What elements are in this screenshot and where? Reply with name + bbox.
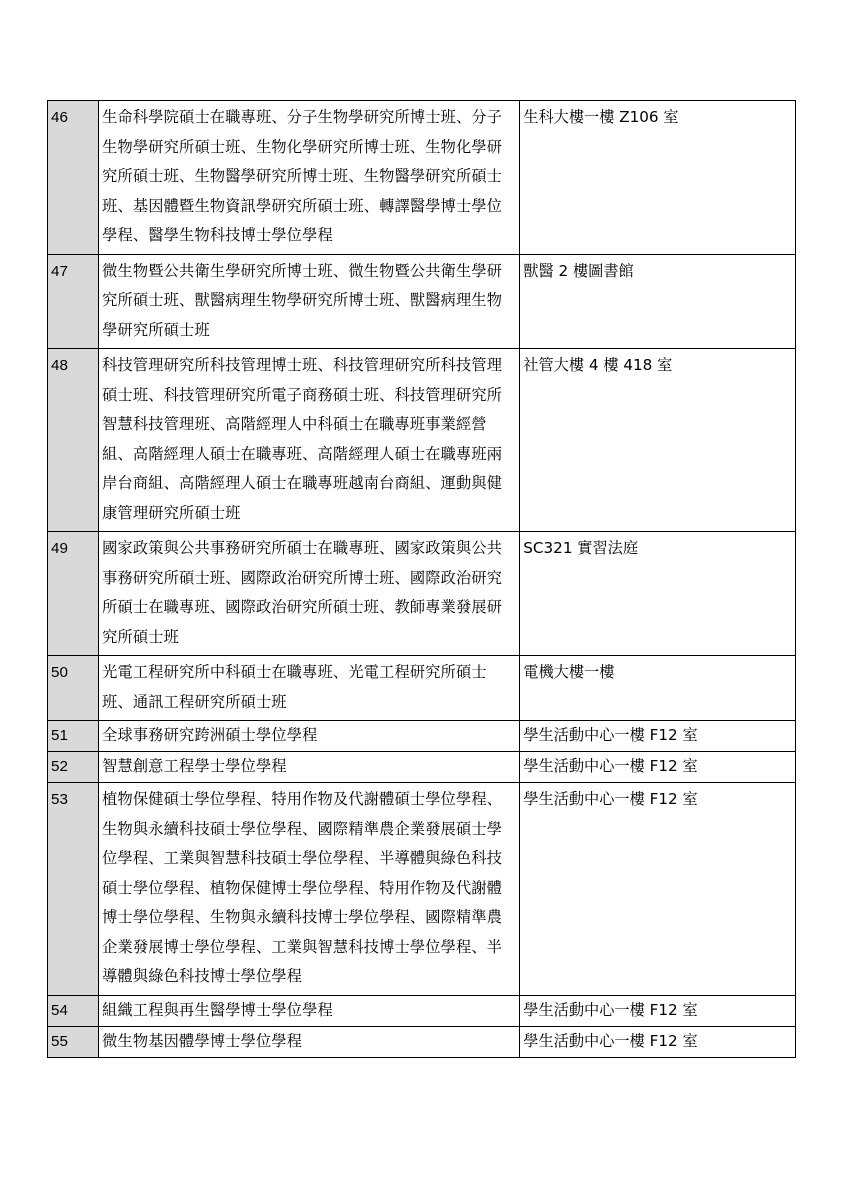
row-number: 47: [48, 254, 99, 349]
table-row: [48, 656, 796, 721]
department-list: 國家政策與公共事務研究所碩士在職專班、國家政策與公共事務研究所碩士班、國際政治研究所博士班、國際政治研究所碩士在職專班、國際政治研究所碩士班、教師專業發展研究所碩士班: [99, 532, 520, 656]
department-list: 微生物基因體學博士學位學程: [99, 1026, 520, 1057]
row-number: 51: [48, 721, 99, 752]
row-number: 53: [48, 783, 99, 996]
room-location: 學生活動中心一樓 F12 室: [520, 1026, 796, 1057]
department-list: 組織工程與再生醫學博士學位學程: [99, 995, 520, 1026]
room-location: 學生活動中心一樓 F12 室: [520, 752, 796, 783]
exam-room-table: [47, 100, 796, 1058]
row-number: 52: [48, 752, 99, 783]
room-location: 學生活動中心一樓 F12 室: [520, 721, 796, 752]
table-row: [48, 783, 796, 996]
department-list: 生命科學院碩士在職專班、分子生物學研究所博士班、分子生物學研究所碩士班、生物化學研究所博士班、生物化學研究所碩士班、生物醫學研究所博士班、生物醫學研究所碩士班、基因體暨生物資訊學研究所碩士班、轉譯醫學博士學位學程、醫學生物科技博士學位學程: [99, 101, 520, 255]
room-location: 社管大樓 4 樓 418 室: [520, 349, 796, 532]
table-row: [48, 721, 796, 752]
row-number: 46: [48, 101, 99, 255]
department-list: 全球事務研究跨洲碩士學位學程: [99, 721, 520, 752]
row-number: 49: [48, 532, 99, 656]
room-location: 學生活動中心一樓 F12 室: [520, 783, 796, 996]
table-row: [48, 752, 796, 783]
department-list: 植物保健碩士學位學程、特用作物及代謝體碩士學位學程、生物與永續科技碩士學位學程、國際精準農企業發展碩士學位學程、工業與智慧科技碩士學位學程、半導體與綠色科技碩士學位學程、植物保健博士學位學程、特用作物及代謝體博士學位學程、生物與永續科技博士學位學程、國際精準農企業發展博士學位學程、工業與智慧科技博士學位學程、半導體與綠色科技博士學位學程: [99, 783, 520, 996]
department-list: 微生物暨公共衛生學研究所博士班、微生物暨公共衛生學研究所碩士班、獸醫病理生物學研究所博士班、獸醫病理生物學研究所碩士班: [99, 254, 520, 349]
room-location: SC321 實習法庭: [520, 532, 796, 656]
room-location: 電機大樓一樓: [520, 656, 796, 721]
room-location: 生科大樓一樓 Z106 室: [520, 101, 796, 255]
table-row: [48, 532, 796, 656]
table-row: [48, 995, 796, 1026]
department-list: 智慧創意工程學士學位學程: [99, 752, 520, 783]
exam-room-table-page: [47, 100, 796, 1058]
row-number: 54: [48, 995, 99, 1026]
table-row: [48, 1026, 796, 1057]
row-number: 48: [48, 349, 99, 532]
table-row: [48, 349, 796, 532]
room-location: 學生活動中心一樓 F12 室: [520, 995, 796, 1026]
table-row: [48, 101, 796, 255]
room-location: 獸醫 2 樓圖書館: [520, 254, 796, 349]
row-number: 50: [48, 656, 99, 721]
table-row: [48, 254, 796, 349]
department-list: 科技管理研究所科技管理博士班、科技管理研究所科技管理碩士班、科技管理研究所電子商務碩士班、科技管理研究所智慧科技管理班、高階經理人中科碩士在職專班事業經營組、高階經理人碩士在職專班、高階經理人碩士在職專班兩岸台商組、高階經理人碩士在職專班越南台商組、運動與健康管理研究所碩士班: [99, 349, 520, 532]
row-number: 55: [48, 1026, 99, 1057]
department-list: 光電工程研究所中科碩士在職專班、光電工程研究所碩士班、通訊工程研究所碩士班: [99, 656, 520, 721]
